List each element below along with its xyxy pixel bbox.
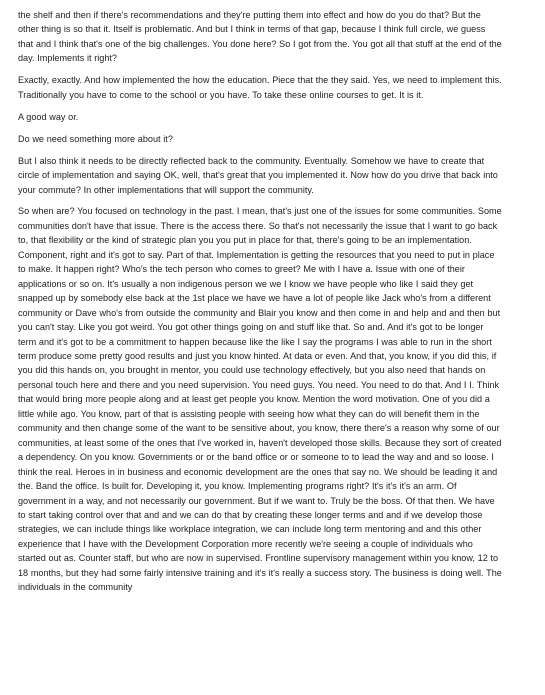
document-page (18, 0, 502, 695)
paragraph-5: But I also think it needs to be directly reflected back to the community. Eventually. Somehow we have to create that circle of implementation and saying OK, well, that's great that you implemented it. Now how do you drive that back into your commute? In other implementations that will support the community. (18, 155, 498, 195)
paragraph-1: the shelf and then if there's recommendations and they're putting them into effect and how do you do that? But the other thing is so that it. Itself is problematic. And but I think in terms of that gap, because I think full circle, we guess that and I think that's one of the big challenges. You done here? So I got from the. You got all that stuff at the end of the day. Implements it right? (18, 10, 502, 64)
paragraph-6: So when are? You focused on technology in the past. I mean, that's just one of the issues for some communities. Some communities don't have that issue. There is the access there. So that's not necessarily the issue that I want to go back to, that flexibility or the kind of strategic plan you you put in place for that, there's going to be an implementation. Component, right and it's got to say. Part of that. Implementation is getting the resources that you need to put in place to make. It happen right? Who's the tech person who comes to greet? Me with I have a. Issue with one of their applications or so on. It's usually a non indigenous person we we I know we have people who like I said they get snapped up by somebody else back at the 1st place we have we have a lot of people like Jack who's from a different community or Dave who's from outside the community and Blair you know and then come in and help and and then but you can't stay. Like you got weird. You got other things going on and stuff like that. So and. And it's got to be longer term and it's got to be a commitment to happen because like the like I say the programs I was able to run in the short term produce some pretty good results and just you know hinted. At data or even. And that, you know, if you did this, if you did this hands on, you brought in mentor, you could use technology effectively, but you also need that hands on personal touch here and there and you need supervision. You need guys. You need. You need to do that. And I I. Think that would bring more people along and at least get people you know. Mention the word motivation. One of you did a little while ago. You know, part of that is assisting people with seeing how what they can do will benefit them in the community and then change some of the want to be sensitive about, you know, there there's a reason why some of our communities, at least some of the ones that I've worked in, haven't developed those skills. Because they sort of created a dependency. On you know. Governments or or the band office or or someone to to lead the way and and so loose. I think the real. Heroes in in business and economic development are the ones that say no. We should be leading it and the. Band the office. Is built for. Developing it, you know. Implementing programs right? It's it's it's an arm. Of government in a way, and not necessarily our government. But if we want to. Truly be the boss. Of that then. We have to start taking control over that and and we can do that by creating these longer terms and and if we develop those strategies, we can include things like workplace integration, we can include long term mentoring and and this other experience that I have with the Development Corporation more recently we're seeing a couple of individuals who started out as. Counter staff, but who are now in supervised. Frontline supervisory management within you know, 12 to 18 months, but they had some fairly intensive training and it's it's really a success story. The business is doing well. The individuals in the community (18, 206, 502, 593)
paragraph-3: A good way or. (18, 111, 79, 122)
paragraph-4: Do we need something more about it? (18, 133, 173, 144)
paragraph-2: Exactly, exactly. And how implemented the how the education. Piece that the they said. Yes, we need to implement this. Traditionally you have to come to the school or you have. To take these online courses to get. It is it. (18, 75, 502, 100)
